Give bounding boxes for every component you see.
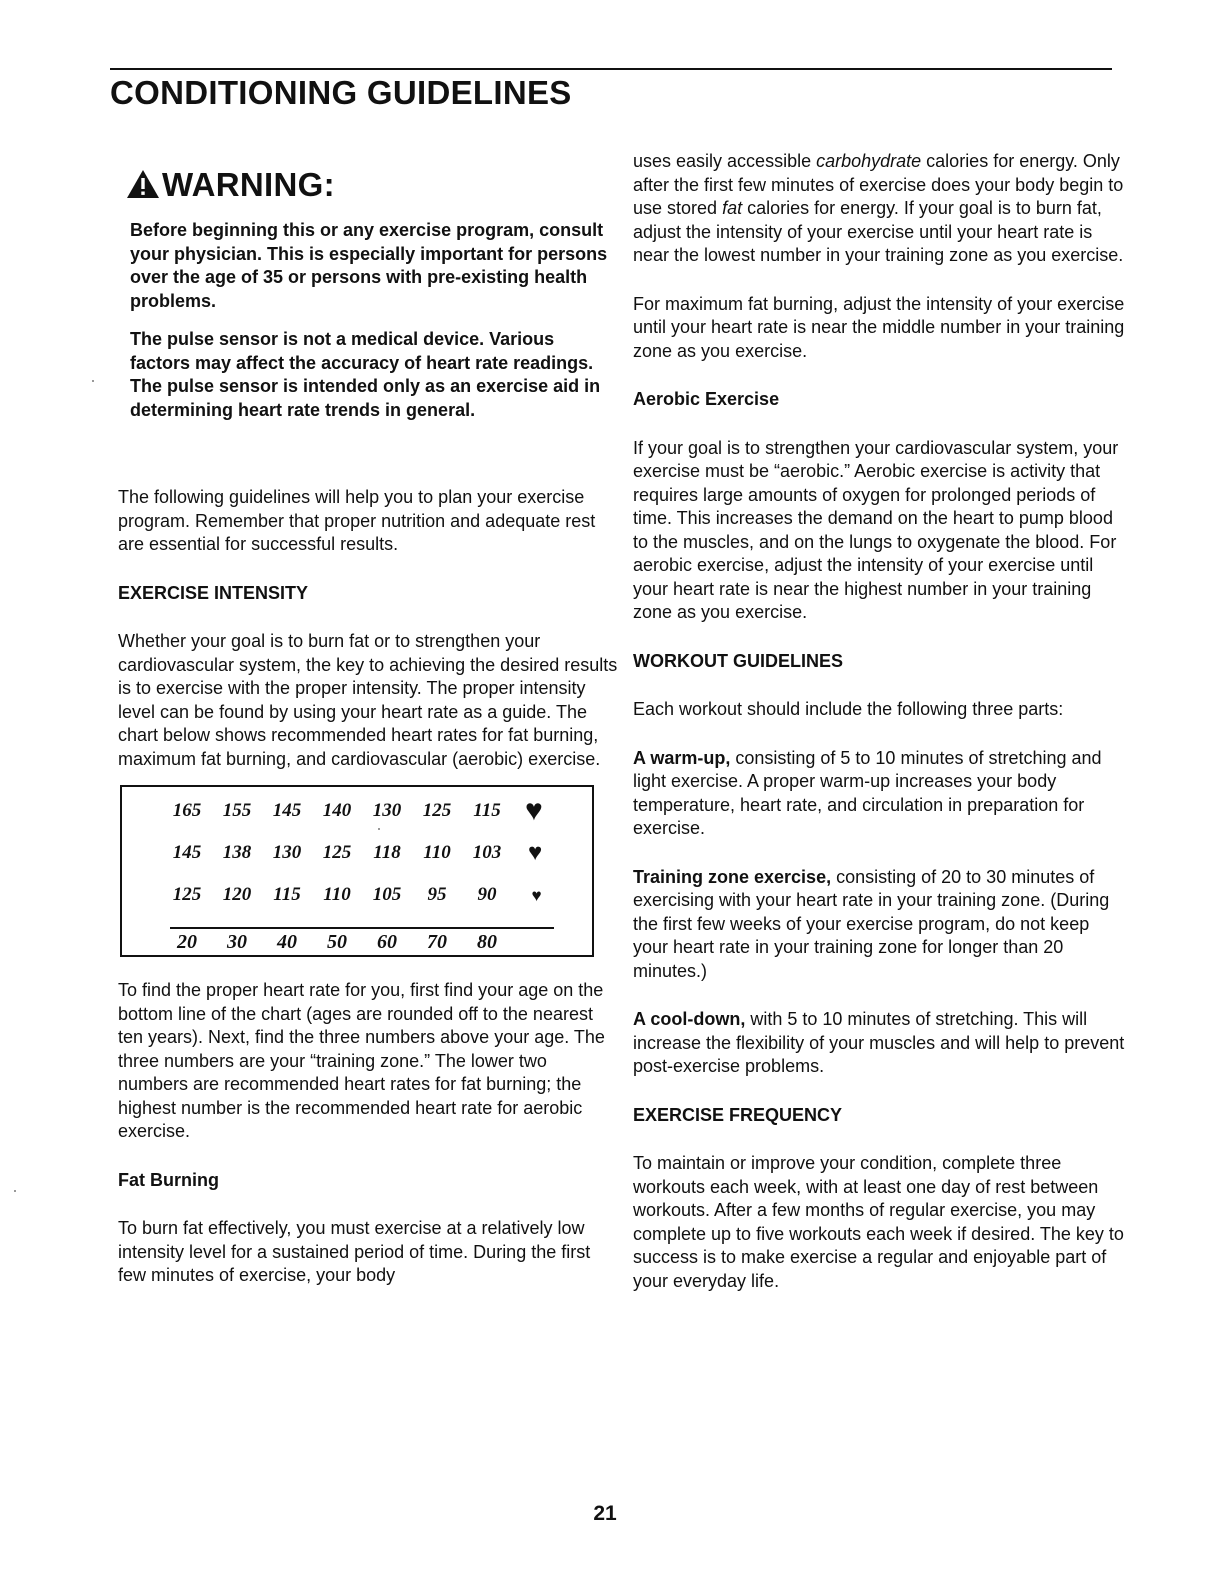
warning-physician-text: Before beginning this or any exercise program, consult your physician. This is especially important for persons over the age of 35 or persons with pre-existing health problems. xyxy=(130,220,608,311)
chart-value: 125 xyxy=(172,884,202,905)
chart-value: 110 xyxy=(423,842,451,863)
carbohydrate-text-end: calories for energy. If your goal is to burn fat, adjust the intensity of your exercise until your heart rate is near the lowest number in your training zone as you exercise. xyxy=(633,198,1124,265)
heart-icon: ♥ xyxy=(525,794,543,827)
chart-value: 145 xyxy=(172,842,202,863)
left-column xyxy=(118,165,618,1288)
heart-icon: ♥ xyxy=(528,839,543,866)
chart-value: 115 xyxy=(273,884,301,905)
chart-value: 120 xyxy=(222,884,252,905)
chart-value: 155 xyxy=(222,800,252,821)
cool-down-text xyxy=(633,1008,1128,1079)
chart-value: 165 xyxy=(172,800,202,821)
warning-triangle-icon xyxy=(126,169,160,199)
chart-value: 110 xyxy=(323,884,351,905)
right-column xyxy=(633,150,1128,1293)
scan-speck xyxy=(14,1190,16,1192)
warm-up-label: A warm-up, xyxy=(633,747,731,768)
exercise-intensity-text: Whether your goal is to burn fat or to strengthen your cardiovascular system, the key to achieving the desired results is to exercise with the proper intensity. The proper intensity level can be found by using your heart rate as a guide. The chart below shows recommended heart rates for fat burning, maximum fat burning, and cardiovascular (aerobic) exercise. xyxy=(118,631,618,769)
maximum-fat-burning-text: For maximum fat burning, adjust the intensity of your exercise until your heart rate is near the middle number in your training zone as you exercise. xyxy=(633,293,1125,361)
chart-value: 105 xyxy=(372,884,402,905)
warm-up-description: consisting of 5 to 10 minutes of stretching and light exercise. A proper warm-up increases your body temperature, heart rate, and circulation in preparation for exercise. xyxy=(633,747,1102,838)
chart-age-label: 40 xyxy=(277,931,297,953)
heart-rate-chart xyxy=(120,785,594,957)
chart-value: 95 xyxy=(427,884,447,905)
workout-guidelines-heading: WORKOUT GUIDELINES xyxy=(633,650,843,671)
chart-row-max-fat-burning xyxy=(122,839,592,869)
warning-title-text: WARNING: xyxy=(162,166,335,203)
heart-icon: ♥ xyxy=(531,885,542,905)
chart-row-ages xyxy=(122,931,592,961)
exercise-frequency-heading: EXERCISE FREQUENCY xyxy=(633,1104,843,1125)
chart-age-label: 70 xyxy=(427,931,447,953)
carbohydrate-term: carbohydrate xyxy=(816,151,922,171)
scan-speck xyxy=(92,380,94,382)
chart-value: 130 xyxy=(372,800,402,821)
exercise-intensity-heading: EXERCISE INTENSITY xyxy=(118,582,309,603)
warning-pulse-sensor-text: The pulse sensor is not a medical device. Various factors may affect the accuracy of heart rate readings. The pulse sensor is intended only as an exercise aid in determining heart rate trends in general. xyxy=(130,329,601,420)
chart-value: 130 xyxy=(272,842,302,863)
top-rule xyxy=(110,68,1112,70)
training-zone-description: consisting of 20 to 30 minutes of exercising with your heart rate in your training zone. (During the first few weeks of your exercise program, do not keep your heart rate in your training zone for longer than 20 minutes.) xyxy=(633,866,1110,981)
scan-speck xyxy=(378,828,380,830)
cool-down-label: A cool-down, xyxy=(633,1009,746,1029)
chart-age-label: 30 xyxy=(227,931,247,953)
page-number: 21 xyxy=(593,1502,617,1525)
page-title: CONDITIONING GUIDELINES xyxy=(110,74,572,111)
training-zone-text xyxy=(633,866,1128,984)
warm-up-text xyxy=(633,747,1128,841)
aerobic-exercise-text: If your goal is to strengthen your cardiovascular system, your exercise must be “aerobic.” Aerobic exercise is activity that requires large amounts of oxygen for prolonged periods of time. This increases the demand on the heart to pump blood to the muscles, and on the lungs to oxygenate the blood. For aerobic exercise, adjust the intensity of your exercise until your heart rate is near the highest number in your training zone as you exercise. xyxy=(633,437,1119,622)
chart-age-label: 50 xyxy=(327,931,347,953)
chart-age-label: 60 xyxy=(377,931,397,953)
fat-burning-heading: Fat Burning xyxy=(118,1169,219,1190)
carbohydrate-text-start: uses easily accessible xyxy=(633,151,817,171)
chart-value: 90 xyxy=(477,884,497,905)
warning-title xyxy=(126,165,618,205)
chart-age-label: 80 xyxy=(477,931,497,953)
chart-value: 115 xyxy=(473,800,501,821)
workout-intro-text: Each workout should include the following three parts: xyxy=(633,699,1064,719)
chart-value: 138 xyxy=(222,842,252,863)
chart-value: 125 xyxy=(322,842,352,863)
cool-down-description: with 5 to 10 minutes of stretching. This will increase the flexibility of your muscles and will help to prevent post-exercise problems. xyxy=(633,1009,1125,1076)
chart-value: 118 xyxy=(373,842,401,863)
find-heart-rate-text: To find the proper heart rate for you, first find your age on the bottom line of the chart (ages are rounded off to the nearest ten years). Next, find the three numbers above your age. The three numbers are your “training zone.” The lower two numbers are recommended heart rates for fat burning; the highest number is the recommended heart rate for aerobic exercise. xyxy=(118,980,605,1141)
chart-row-aerobic xyxy=(122,794,592,827)
chart-value: 145 xyxy=(272,800,302,821)
chart-value: 103 xyxy=(472,842,502,863)
age-axis-line xyxy=(170,927,554,929)
chart-age-label: 20 xyxy=(177,931,197,953)
chart-value: 140 xyxy=(322,800,352,821)
training-zone-label: Training zone exercise, xyxy=(633,866,832,887)
exercise-frequency-text: To maintain or improve your condition, complete three workouts each week, with at least one day of rest between workouts. After a few months of regular exercise, you may complete up to five workouts each week if desired. The key to success is to make exercise a regular and enjoyable part of your everyday life. xyxy=(633,1153,1124,1291)
fat-burning-text: To burn fat effectively, you must exercise at a relatively low intensity level for a sustained period of time. During the first few minutes of exercise, your body xyxy=(118,1218,591,1285)
aerobic-exercise-heading: Aerobic Exercise xyxy=(633,389,780,409)
carbohydrate-text xyxy=(633,150,1128,268)
carbohydrate-text-middle: calories for energy. Only after the first few minutes of exercise does your body begin to use stored xyxy=(633,151,1124,218)
fat-term: fat xyxy=(722,198,743,218)
intro-text: The following guidelines will help you to plan your exercise program. Remember that proper nutrition and adequate rest are essential for successful results. xyxy=(118,487,596,554)
chart-value: 125 xyxy=(422,800,452,821)
chart-row-fat-burning xyxy=(122,881,592,911)
